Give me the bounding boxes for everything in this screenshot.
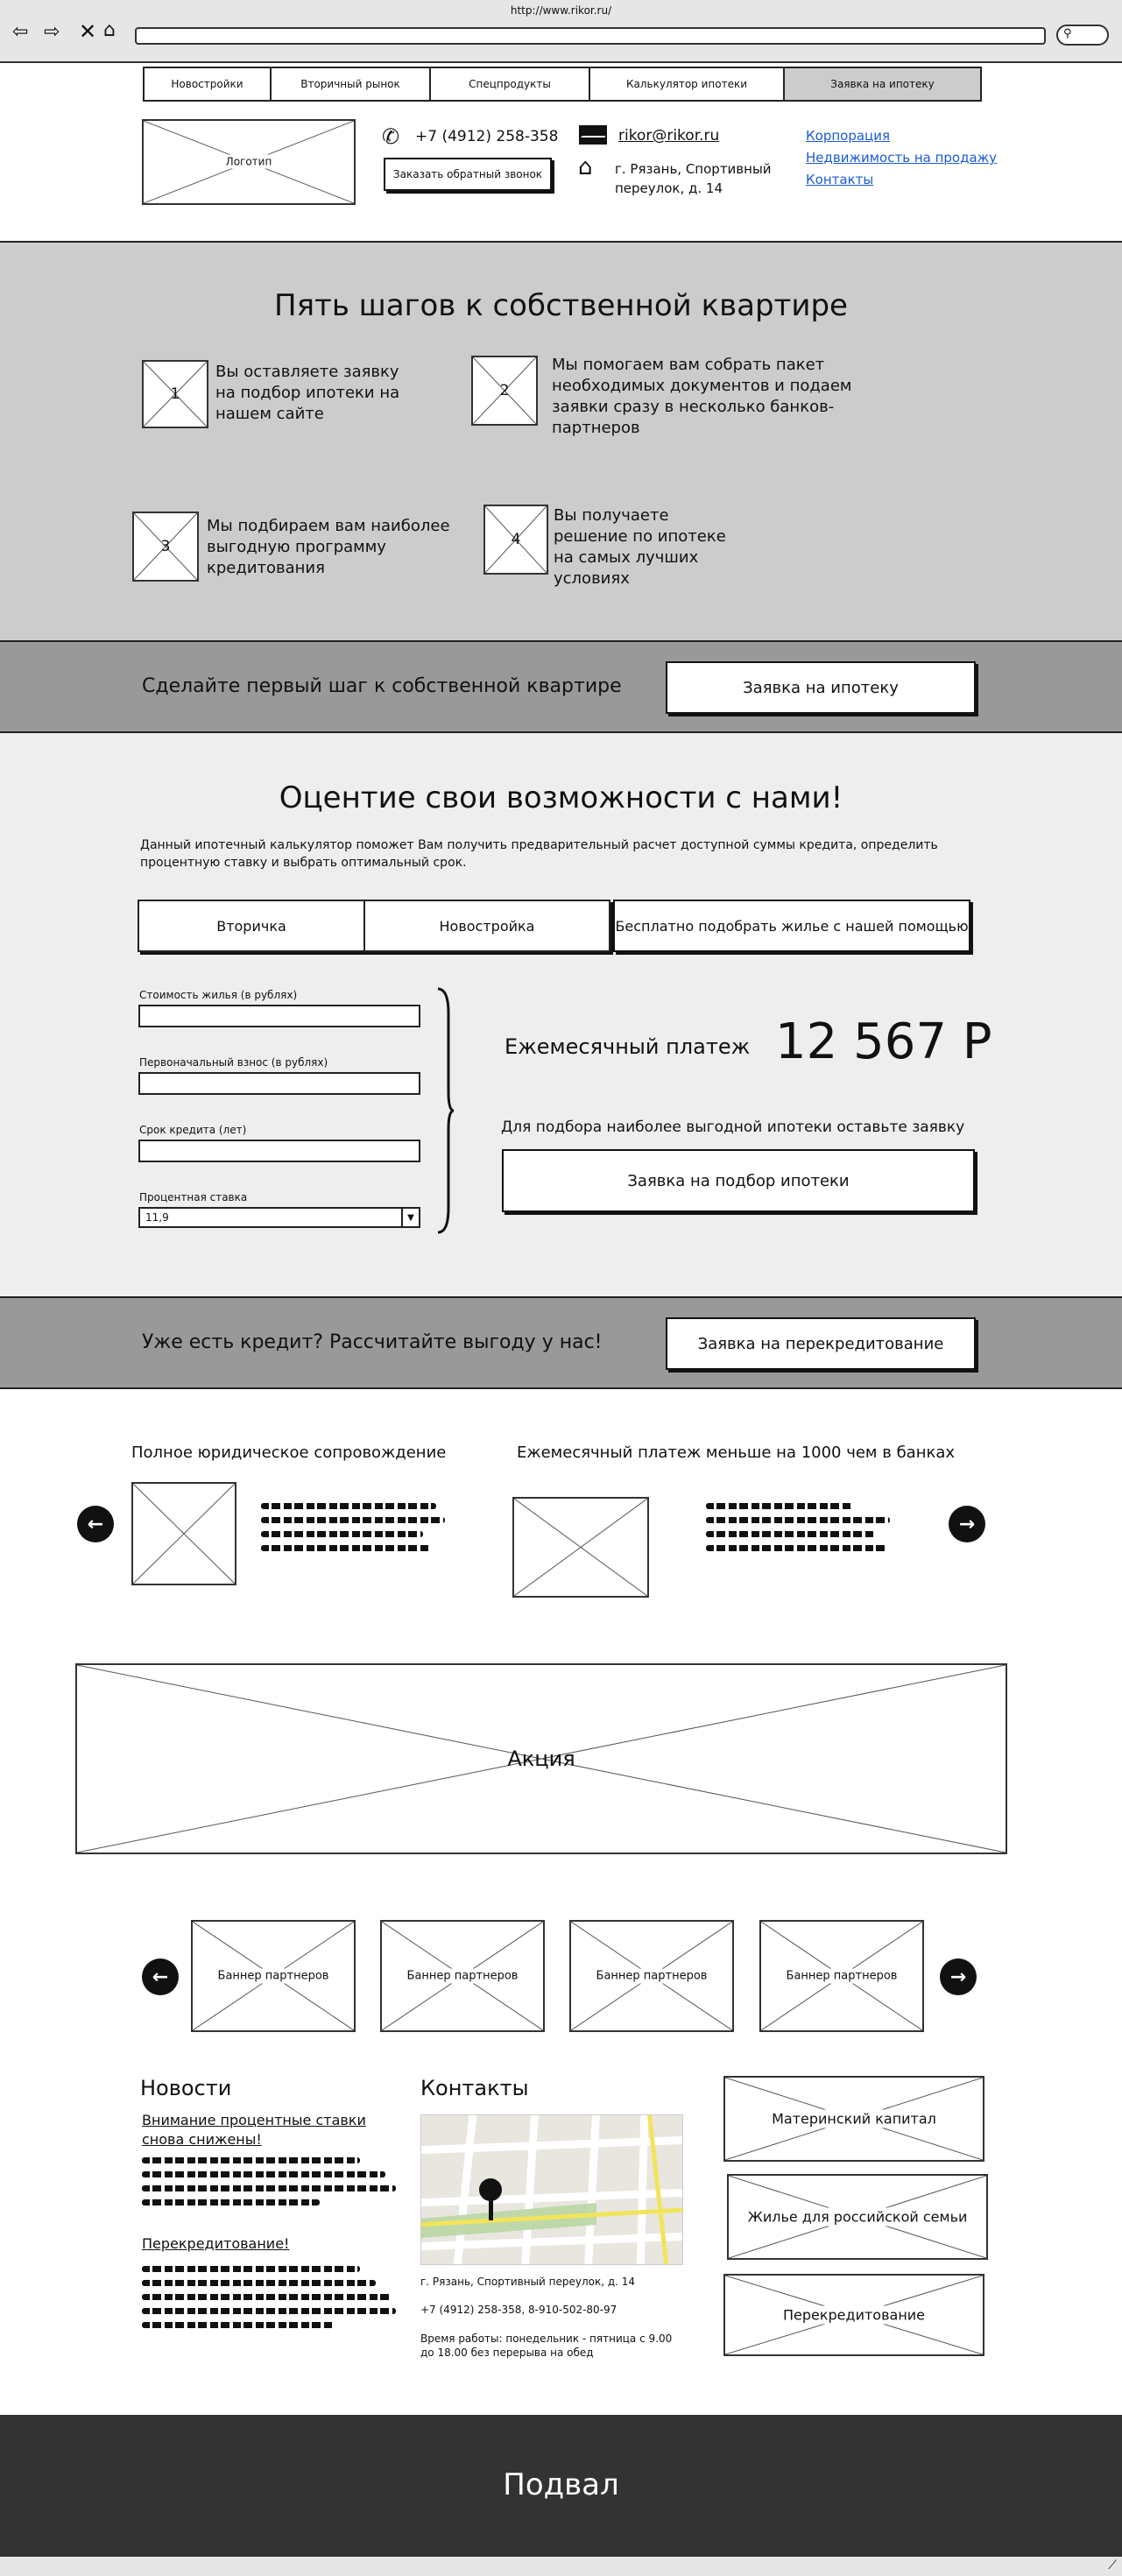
steps-title: Пять шагов к собственной квартире [274, 288, 848, 323]
map-pin-stem [489, 2199, 493, 2220]
step-3-number: 3 [160, 538, 171, 555]
benefit-1-text [261, 1503, 445, 1559]
step-4-number: 4 [511, 531, 521, 548]
footer [0, 2415, 1122, 2555]
rate-label: Процентная ставка [139, 1191, 248, 1203]
logo[interactable] [142, 119, 356, 205]
address-url: http://www.rikor.ru/ [510, 4, 612, 17]
tab-specproducts[interactable]: Спецпродукты [431, 68, 590, 100]
mail-icon-flap [581, 127, 605, 138]
benefit-1-image [131, 1482, 236, 1585]
brace-divider [436, 987, 454, 1234]
header-phone: +7 (4912) 258-358 [415, 128, 559, 145]
benefit-2-text [706, 1503, 890, 1559]
main-nav [143, 67, 982, 102]
link-contacts[interactable]: Контакты [806, 172, 874, 187]
map-pin-icon [479, 2178, 502, 2201]
news-item-2-text [142, 2266, 396, 2336]
step-4-image [483, 505, 548, 575]
step-3-text: Мы подбираем вам наиболее выгодную программу кредитования [207, 517, 450, 577]
step-1-number: 1 [170, 385, 180, 403]
program-maternity-capital[interactable] [723, 2076, 984, 2162]
header-address: г. Рязань, Спортивный переулок, д. 14 [615, 161, 772, 196]
tab-free-selection[interactable]: Бесплатно подобрать жилье с нашей помощью [613, 900, 970, 952]
calc-type-tabs [138, 900, 610, 952]
term-label: Срок кредита (лет) [139, 1124, 247, 1136]
carousel-prev-button[interactable] [77, 1506, 114, 1542]
step-2-number: 2 [499, 382, 510, 399]
downpayment-label: Первоначальный взнос (в рублях) [139, 1056, 328, 1069]
partners-prev-button[interactable] [142, 1958, 179, 1995]
callback-button[interactable]: Заказать обратный звонок [384, 158, 552, 191]
footer-label: Подвал [503, 2467, 619, 2502]
monthly-payment-value: 12 567 Р [775, 1013, 992, 1070]
partner-banner-label: Баннер партнеров [405, 1969, 521, 1984]
cta-first-step [0, 642, 1122, 733]
promo-banner[interactable] [75, 1663, 1007, 1854]
calculator-section [0, 733, 1122, 1298]
search-icon: ⚲ [1063, 27, 1072, 40]
address-bar[interactable] [135, 27, 1046, 45]
partner-banner-label: Баннер партнеров [784, 1969, 900, 1984]
logo-label: Логотип [223, 155, 275, 169]
browser-chrome [0, 0, 1122, 63]
arrow-right-icon: → [949, 1966, 967, 1988]
contacts-phones: +7 (4912) 258-358, 8-910-502-80-97 [420, 2304, 617, 2316]
arrow-left-icon: ← [87, 1513, 104, 1535]
status-bar [0, 2555, 1122, 2576]
price-input[interactable] [138, 1005, 420, 1027]
news-item-1-title[interactable]: Внимание процентные ставки снова снижены! [142, 2112, 366, 2148]
downpayment-input[interactable] [138, 1072, 420, 1095]
header-email[interactable]: rikor@rikor.ru [618, 127, 720, 145]
benefit-1-title: Полное юридическое сопровождение [131, 1443, 447, 1462]
benefit-2-title: Ежемесячный платеж меньше на 1000 чем в банках [517, 1443, 956, 1462]
news-title: Новости [140, 2076, 232, 2100]
back-icon[interactable]: ⇦ [12, 21, 29, 43]
contacts-address: г. Рязань, Спортивный переулок, д. 14 [420, 2276, 636, 2288]
program-russian-family-housing[interactable] [727, 2174, 988, 2260]
calc-description: Данный ипотечный калькулятор поможет Вам получить предварительный расчет доступной суммы кредита, определить процентную ставку и выбрать оптимальный срок. [140, 838, 938, 870]
contacts-hours: Время работы: понедельник - пятница с 9.00 до 18.00 без перерыва на обед [420, 2333, 673, 2359]
price-label: Стоимость жилья (в рублях) [139, 989, 298, 1001]
mortgage-application-button[interactable]: Заявка на ипотеку [666, 661, 976, 714]
phone-icon: ✆ [382, 124, 400, 149]
tab-vtorichny[interactable]: Вторичный рынок [272, 68, 431, 100]
step-1-image [142, 360, 208, 428]
news-item-1-text [142, 2157, 396, 2213]
benefit-2-image [512, 1497, 649, 1598]
partner-banner[interactable] [759, 1920, 924, 2032]
program-refinancing[interactable] [723, 2274, 984, 2356]
tab-vtorichka[interactable]: Вторичка [139, 901, 365, 950]
forward-icon[interactable]: ⇨ [44, 21, 60, 43]
mortgage-selection-button[interactable]: Заявка на подбор ипотеки [502, 1149, 975, 1212]
calc-title: Оцентие свои возможности с нами! [279, 780, 843, 815]
calc-hint: Для подбора наиболее выгодной ипотеки оставьте заявку [501, 1119, 965, 1136]
refinance-application-button[interactable]: Заявка на перекредитование [666, 1317, 976, 1370]
contacts-title: Контакты [420, 2076, 529, 2100]
cta-refinance-text: Уже есть кредит? Рассчитайте выгоду у нас! [142, 1331, 603, 1353]
tab-application[interactable]: Заявка на ипотеку [785, 68, 980, 100]
partners-next-button[interactable] [940, 1958, 977, 1995]
carousel-next-button[interactable] [949, 1506, 985, 1542]
partner-banner[interactable] [569, 1920, 734, 2032]
partner-banner-label: Баннер партнеров [594, 1969, 710, 1984]
monthly-payment-label: Ежемесячный платеж [505, 1034, 751, 1059]
tab-novostroyki[interactable]: Новостройки [145, 68, 272, 100]
tab-calculator[interactable]: Калькулятор ипотеки [590, 68, 785, 100]
step-2-text: Мы помогаем вам собрать пакет необходимых документов и подаем заявки сразу в несколько банков-партнеров [552, 356, 852, 437]
partner-banner[interactable] [191, 1920, 356, 2032]
tab-novostroyka[interactable]: Новостройка [439, 917, 535, 935]
chevron-down-icon: ▼ [401, 1209, 419, 1226]
house-icon: ⌂ [578, 154, 593, 180]
arrow-right-icon: → [958, 1513, 976, 1535]
news-item-2-title[interactable]: Перекредитование! [142, 2235, 290, 2252]
step-3-image [132, 512, 199, 582]
rate-select[interactable] [138, 1207, 420, 1228]
step-4-text: Вы получаете решение по ипотеке на самых лучших условиях [554, 506, 726, 588]
partner-banner[interactable] [380, 1920, 545, 2032]
contacts-map[interactable] [420, 2114, 683, 2265]
promo-label: Акция [507, 1747, 575, 1771]
rate-select-value: 11,9 [145, 1211, 169, 1224]
close-icon[interactable]: ✕ [79, 19, 97, 44]
program-refinancing-label: Перекредитование [780, 2306, 928, 2325]
link-corporation[interactable]: Корпорация [806, 128, 891, 144]
partner-banner-label: Баннер партнеров [215, 1969, 332, 1984]
home-icon[interactable]: ⌂ [103, 19, 116, 41]
steps-section [0, 241, 1122, 642]
resize-grip-icon[interactable]: ⟋ [1108, 2558, 1117, 2572]
link-realty-sale[interactable]: Недвижимость на продажу [806, 150, 998, 166]
arrow-left-icon: ← [152, 1966, 169, 1988]
program-russian-family-housing-label: Жилье для российской семьи [745, 2208, 970, 2227]
term-input[interactable] [138, 1140, 420, 1162]
program-maternity-capital-label: Материнский капитал [769, 2110, 939, 2128]
browser-search[interactable] [1056, 25, 1109, 46]
cta-first-step-text: Сделайте первый шаг к собственной квартире [142, 675, 622, 697]
step-1-text: Вы оставляете заявку на подбор ипотеки на нашем сайте [215, 363, 400, 423]
cta-refinance [0, 1298, 1122, 1389]
step-2-image [471, 356, 538, 426]
